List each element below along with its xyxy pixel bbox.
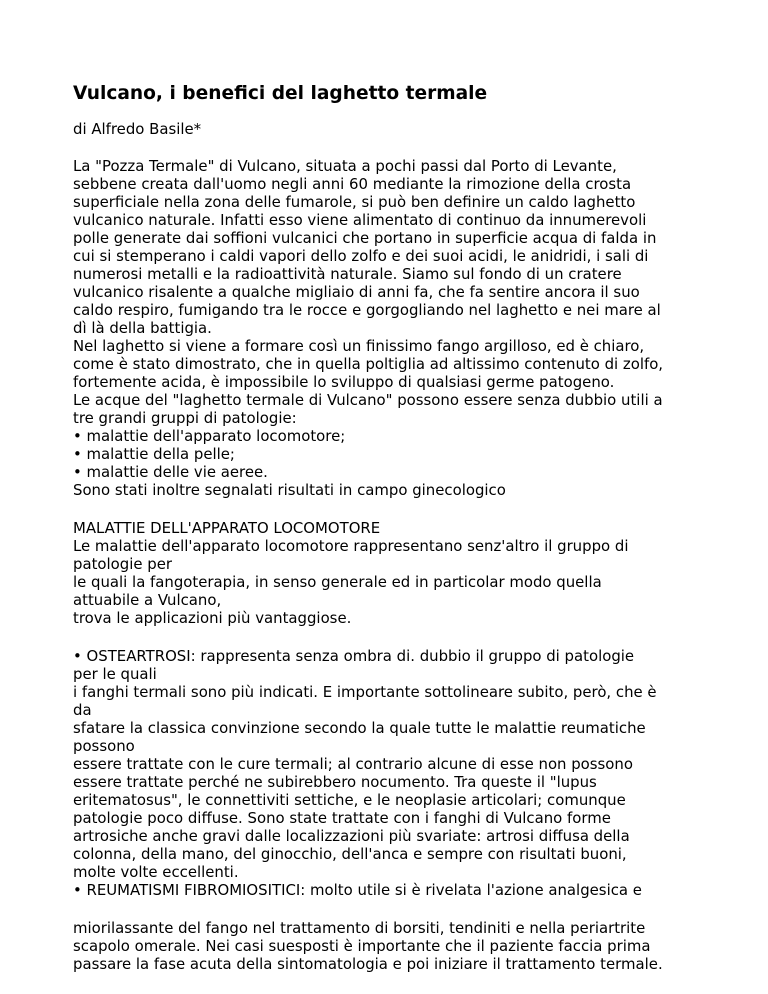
text-line: • OSTEARTROSI: rappresenta senza ombra di. dubbio il gruppo di patologie (73, 647, 635, 665)
text-line: dì là della battigia. (73, 319, 212, 337)
text-line: trova le applicazioni più vantaggiose. (73, 609, 352, 627)
text-line: patologie poco diffuse. Sono state trattate con i fanghi di Vulcano forme (73, 809, 611, 827)
text-line: da (73, 701, 92, 719)
document-title: Vulcano, i benefici del laghetto termale (73, 83, 488, 104)
text-line: le quali la fangoterapia, in senso generale ed in particolar modo quella (73, 573, 602, 591)
text-line: cui si stemperano i caldi vapori dello zolfo e dei suoi acidi, le anidridi, i sali di (73, 247, 649, 265)
text-line: passare la fase acuta della sintomatologia e poi iniziare il trattamento termale. (73, 955, 663, 973)
text-line: vulcanico risalente a qualche migliaio di anni fa, che fa sentire ancora il suo (73, 283, 640, 301)
text-line: vulcanico naturale. Infatti esso viene alimentato di continuo da innumerevoli (73, 211, 647, 229)
text-line: molte volte eccellenti. (73, 863, 239, 881)
text-line: essere trattate perché ne subirebbero nocumento. Tra queste il "lupus (73, 773, 597, 791)
text-line: scapolo omerale. Nei casi suesposti è importante che il paziente faccia prima (73, 937, 651, 955)
text-line: come è stato dimostrato, che in quella poltiglia ad altissimo contenuto di zolfo, (73, 355, 664, 373)
text-line: i fanghi termali sono più indicati. E importante sottolineare subito, però, che è (73, 683, 657, 701)
text-line: Le acque del "laghetto termale di Vulcano" possono essere senza dubbio utili a (73, 391, 663, 409)
text-line: La "Pozza Termale" di Vulcano, situata a pochi passi dal Porto di Levante, (73, 157, 617, 175)
text-line: eritematosus", le connettiviti settiche, e le neoplasie articolari; comunque (73, 791, 626, 809)
text-line: patologie per (73, 555, 172, 573)
author-byline: di Alfredo Basile* (73, 120, 202, 138)
text-line: Nel laghetto si viene a formare così un finissimo fango argilloso, ed è chiaro, (73, 337, 645, 355)
text-line: polle generate dai soffioni vulcanici che portano in superficie acqua di falda in (73, 229, 657, 247)
text-line: miorilassante del fango nel trattamento di borsiti, tendiniti e nella periartrite (73, 919, 646, 937)
text-line: • REUMATISMI FIBROMIOSITICI: molto utile si è rivelata l'azione analgesica e (73, 881, 642, 899)
text-line: caldo respiro, fumigando tra le rocce e gorgogliando nel laghetto e nei mare al (73, 301, 661, 319)
text-line: per le quali (73, 665, 157, 683)
text-line: sebbene creata dall'uomo negli anni 60 mediante la rimozione della crosta (73, 175, 632, 193)
text-line: essere trattate con le cure termali; al contrario alcune di esse non possono (73, 755, 633, 773)
text-line: attuabile a Vulcano, (73, 591, 222, 609)
text-line: • malattie dell'apparato locomotore; (73, 427, 346, 445)
text-line: • malattie della pelle; (73, 445, 235, 463)
text-line: Le malattie dell'apparato locomotore rappresentano senz'altro il gruppo di (73, 537, 629, 555)
text-line: Sono stati inoltre segnalati risultati in campo ginecologico (73, 481, 506, 499)
text-line: possono (73, 737, 135, 755)
text-line: MALATTIE DELL'APPARATO LOCOMOTORE (73, 519, 381, 537)
text-line: numerosi metalli e la radioattività naturale. Siamo sul fondo di un cratere (73, 265, 622, 283)
text-line: tre grandi gruppi di patologie: (73, 409, 297, 427)
text-line: artrosiche anche gravi dalle localizzazioni più svariate: artrosi diffusa della (73, 827, 630, 845)
text-line: • malattie delle vie aeree. (73, 463, 268, 481)
text-line: sfatare la classica convinzione secondo la quale tutte le malattie reumatiche (73, 719, 646, 737)
text-line: fortemente acida, è impossibile lo sviluppo di qualsiasi germe patogeno. (73, 373, 615, 391)
text-line: colonna, della mano, del ginocchio, dell'anca e sempre con risultati buoni, (73, 845, 627, 863)
text-line: superficiale nella zona delle fumarole, si può ben definire un caldo laghetto (73, 193, 636, 211)
